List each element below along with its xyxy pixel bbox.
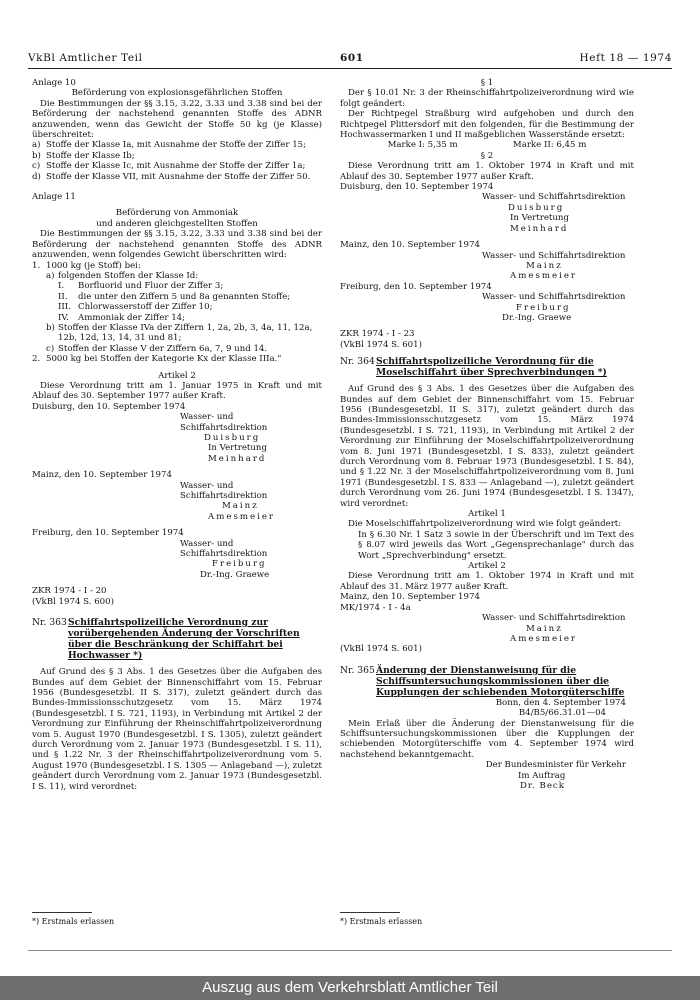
artikel-2-text: Diese Verordnung tritt am 1. Oktober 1974 in Kraft und mit Ablauf des 31. März 1977 außer Kraft.: [340, 571, 634, 592]
signature-place: Duisburg: [508, 202, 565, 213]
section-364-body: Auf Grund des § 3 Abs. 1 des Gesetzes über die Aufgaben des Bundes auf dem Gebiet der Binnenschiffahrt vom 15. Februar 1956 (Bundesgesetzbl. II S. 317), zuletzt geändert durch das Bundes-Immissionsschutzgesetz vom 15. März 1974 (Bundesgesetzbl. I S. 721, 1193), in Verbindung mit Artikel 2 der Verordnung zur Einführung der Moselschiffahrtpolizeiverordnung vom 8. Juni 1971 (Bundesgesetzbl. I S. 833), zuletzt geändert durch Verordnung vom 8. Februar 1973 (Bundesgesetzbl. I S. 84), und § 1.22 Nr. 3 der Moselschiffahrtpolizeiverordnung vom 8. Juni 1971 (Bundesgesetzbl. I S. 833 — Anlageband —), zuletzt geändert durch Verordnung vom 26. Juni 1974 (Bundesgesetzbl. I S. 1347), wird verordnet:: [340, 384, 634, 509]
left-column: [32, 78, 322, 792]
signature-date: Mainz, den 10. September 1974: [340, 592, 480, 603]
signature-name: Dr.-Ing. Graewe: [200, 569, 270, 580]
signature-name: Dr. Beck: [520, 780, 565, 791]
section-365-place: Bonn, den 4. September 1974: [495, 697, 626, 708]
artikel-2-text: Diese Verordnung tritt am 1. Januar 1975 in Kraft und mit Ablauf des 30. September 1977 außer Kraft.: [32, 380, 322, 402]
section-365-ref: B4/B5/66.31.01—04: [518, 708, 606, 719]
anlage-10-label: Anlage 10: [32, 78, 76, 88]
header-rule: [28, 68, 672, 69]
reference-vkbl: (VkBl 1974 S. 601): [340, 339, 422, 350]
anlage-11-title-2: und anderen gleichgestellten Stoffen: [96, 218, 258, 229]
footer-rule: [28, 950, 672, 951]
paragraph-2-text: Diese Verordnung tritt am 1. Oktober 1974 in Kraft und mit Ablauf des 30. September 1977 außer Kraft.: [340, 161, 634, 182]
artikel-2-label: Artikel 2: [468, 561, 506, 572]
signature-auftrag: Im Auftrag: [518, 770, 566, 781]
signature-authority: Wasser- und Schiffahrtsdirektion: [482, 292, 626, 303]
signature-date: Mainz, den 10. September 1974: [340, 240, 480, 251]
issue-label: Heft 18 — 1974: [579, 52, 672, 64]
reference-vkbl: (VkBl 1974 S. 600): [32, 596, 114, 607]
list-item: a) folgenden Stoffen der Klasse Id:: [46, 270, 199, 281]
list-item: II. die unter den Ziffern 5 und 8a genannten Stoffe;: [58, 291, 291, 302]
signature-place: Freiburg: [516, 302, 571, 313]
anlage-11-title: Beförderung von Ammoniak: [115, 208, 239, 219]
signature-place: Mainz: [526, 260, 563, 271]
signature-place: Mainz: [222, 501, 259, 512]
list-item: a) Stoffe der Klasse Ia, mit Ausnahme der Stoffe der Ziffer 15;: [32, 140, 307, 151]
list-item: IV. Ammoniak der Ziffer 14;: [58, 312, 186, 323]
signature-vertretung: In Vertretung: [510, 213, 569, 224]
signature-name: Amesmeier: [510, 271, 578, 282]
anlage-10-intro: Die Bestimmungen der §§ 3.15, 3.22, 3.33 und 3.38 sind bei der Beförderung der nachstehend genannten Stoffe des ADNR anzuwenden, wenn das Gewicht der Stoffe 50 kg (je Klasse) überschreitet:: [32, 98, 322, 141]
list-item: c) Stoffe der Klasse Ic, mit Ausnahme der Stoffe der Ziffer 1a;: [32, 161, 306, 172]
signature-date: Freiburg, den 10. September 1974: [340, 281, 492, 292]
signature-authority: Wasser- und Schiffahrtsdirektion: [482, 613, 626, 624]
signature-name: Amesmeier: [208, 511, 276, 522]
signature-vertretung: In Vertretung: [208, 443, 267, 454]
footnote-rule: [340, 912, 400, 913]
list-item: d) Stoffe der Klasse VII, mit Ausnahme der Stoffe der Ziffer 50.: [32, 171, 311, 182]
marke-row: [340, 140, 634, 150]
list-item: 1. 1000 kg (je Stoff) bei:: [32, 260, 141, 271]
reference-vkbl: (VkBl 1974 S. 601): [340, 644, 422, 655]
paragraph-1-text-2: Der Richtpegel Straßburg wird aufgehoben und durch den Richtpegel Plittersdorf mit den folgenden, für die Bestimmung der Hochwassermarken I und II maßgeblichen Wasserstände ersetzt:: [340, 109, 634, 141]
journal-title: VkBl Amtlicher Teil: [28, 52, 143, 64]
signature-date: Freiburg, den 10. September 1974: [32, 528, 184, 539]
anlage-11-intro: Die Bestimmungen der §§ 3.15, 3.22, 3.33 und 3.38 sind bei der Beförderung der nachstehend genannten Stoffe des ADNR anzuwenden, wenn folgendes Gewicht überschritten wird:: [32, 229, 322, 261]
signature-authority: Der Bundesminister für Verkehr: [485, 760, 626, 771]
artikel-2-label: Artikel 2: [158, 370, 196, 381]
anlage-11-label: Anlage 11: [32, 192, 76, 203]
marke-2: Marke II: 6,45 m: [512, 140, 587, 151]
signature-authority: Wasser- und Schiffahrtsdirektion: [180, 538, 268, 560]
signature-authority: Wasser- und Schiffahrtsdirektion: [482, 250, 626, 261]
list-item: III. Chlorwasserstoff der Ziffer 10;: [58, 302, 213, 313]
signature-authority: Wasser- und Schiffahrtsdirektion: [180, 412, 268, 433]
signature-place: Duisburg: [204, 433, 261, 443]
section-heading-364: Nr. 364 Schiffahrtspolizeiliche Verordnung für die Moselschiffahrt über Sprechverbindungen *): [340, 356, 607, 379]
paragraph-1-text: Der § 10.01 Nr. 3 der Rheinschiffahrtpolizeiverordnung wird wie folgt geändert:: [340, 88, 634, 109]
right-column: [340, 78, 634, 791]
signature-place: Freiburg: [212, 559, 267, 570]
page-number: 601: [340, 52, 364, 64]
footnote-right: *) Erstmals erlassen: [340, 917, 423, 926]
signature-place: Mainz: [526, 623, 563, 634]
footer-banner: Auszug aus dem Verkehrsblatt Amtlicher Teil: [0, 976, 700, 1000]
list-item: 2. 5000 kg bei Stoffen der Kategorie Kx der Klasse IIIa.": [32, 354, 282, 365]
section-heading-363: Nr. 363 Schiffahrtspolizeiliche Verordnung zur vorübergehenden Änderung der Vorschriften über die Beschränkung der Schiffahrt bei Hochwasser *): [32, 617, 300, 662]
marke-1: Marke I: 5,35 m: [387, 140, 458, 151]
section-365-body: Mein Erlaß über die Änderung der Dienstanweisung für die Schiffsuntersuchungskommissionen über die Kupplungen der schiebenden Motorgüterschiffe vom 4. September 1974 wird nachstehend bekanntgemacht.: [340, 718, 634, 760]
artikel-1-text: Die Moselschiffahrtpolizeiverordnung wird wie folgt geändert:: [348, 519, 622, 530]
section-363-body: Auf Grund des § 3 Abs. 1 des Gesetzes über die Aufgaben des Bundes auf dem Gebiet der Binnenschiffahrt vom 15. Februar 1956 (Bundesgesetzbl. II S. 317), zuletzt geändert durch das Bundes-Immissionsschutzgesetz vom 15. März 1974 (Bundesgesetzbl. I S. 721, 1193), in Verbindung mit Artikel 2 der Verordnung zur Einführung der Rheinschiffahrtpolizeiverordnung vom 5. August 1970 (Bundesgesetzbl. I S. 1305), zuletzt geändert durch Verordnung vom 2. Januar 1973 (Bundesgesetzbl. I S. 11), und § 1.22 Nr. 3 der Rheinschiffahrtpolizeiverordnung vom 5. August 1970 (Bundesgesetzbl. I S. 1305 — Anlageband —), zuletzt geändert durch Verordnung vom 2. Januar 1973 (Bundesgesetzbl. I S. 11), wird verordnet:: [32, 667, 322, 792]
signature-date: Mainz, den 10. September 1974: [32, 470, 172, 481]
section-heading-365: Nr. 365 Änderung der Dienstanweisung für die Schiffsuntersuchungskommissionen über die Kupplungen der schiebenden Motorgüterschiffe: [340, 664, 625, 698]
signature-name: Amesmeier: [510, 633, 578, 644]
signature-name: Meinhard: [510, 223, 569, 234]
list-item: I. Borfluorid und Fluor der Ziffer 3;: [58, 281, 224, 292]
reference-mk: MK/1974 - I - 4a: [340, 602, 411, 613]
signature-name: Dr.-Ing. Graewe: [502, 312, 572, 323]
artikel-1-label: Artikel 1: [468, 509, 506, 520]
reference-zkr: ZKR 1974 - I - 20: [32, 586, 107, 597]
signature-authority: Wasser- und Schiffahrtsdirektion: [482, 192, 626, 203]
signature-authority: Wasser- und Schiffahrtsdirektion: [180, 480, 268, 502]
paragraph-1-label: § 1: [480, 78, 494, 88]
artikel-1-quote: In § 6.30 Nr. 1 Satz 3 sowie in der Überschrift und im Text des § 8.07 wird jeweils das Wort „Gegensprechanlage" durch das Wort „Sprechverbindung" ersetzt.: [358, 529, 634, 561]
paragraph-2-label: § 2: [480, 150, 494, 161]
list-item: c) Stoffen der Klasse V der Ziffern 6a, 7, 9 und 14.: [46, 343, 268, 354]
list-item: b) Stoffen der Klasse IVa der Ziffern 1, 2a, 2b, 3, 4a, 11, 12a, 12b, 12d, 13, 14, 31 und 81;: [46, 322, 313, 344]
footnote-rule: [32, 912, 92, 913]
signature-name: Meinhard: [208, 453, 267, 464]
list-item: b) Stoffe der Klasse Ib;: [32, 150, 135, 161]
anlage-10-title: Beförderung von explosionsgefährlichen Stoffen: [71, 88, 283, 99]
signature-date: Duisburg, den 10. September 1974: [32, 401, 186, 412]
signature-date: Duisburg, den 10. September 1974: [340, 182, 494, 193]
page-header: [28, 52, 672, 68]
reference-zkr: ZKR 1974 - I - 23: [340, 329, 415, 340]
footnote-left: *) Erstmals erlassen: [32, 917, 115, 926]
